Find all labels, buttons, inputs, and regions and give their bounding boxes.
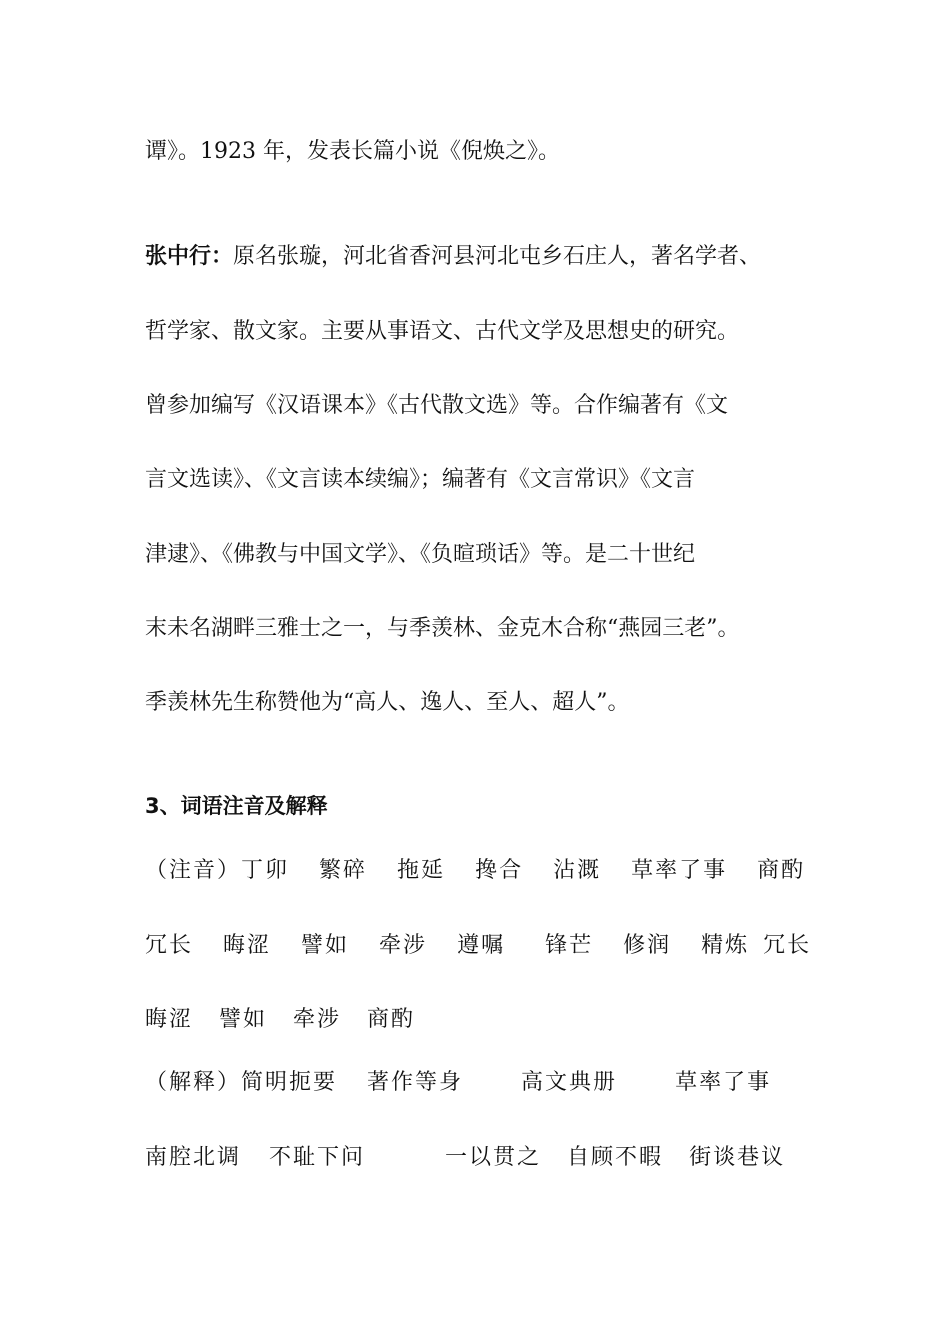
- text-line-3: 哲学家、散文家。主要从事语文、古代文学及思想史的研究。: [145, 319, 740, 344]
- word: 不耻下问: [269, 1145, 366, 1170]
- pinyin-row-3: [145, 1005, 415, 1035]
- word: 丁卯: [241, 858, 290, 883]
- pinyin-row-1: [145, 856, 805, 886]
- word: 精炼: [701, 933, 750, 958]
- word: 搀合: [475, 858, 524, 883]
- word: 商酌: [757, 858, 806, 883]
- word: 冗长: [145, 933, 194, 958]
- text-line-6: 津逮》、《佛教与中国文学》、《负暄琐话》等。是二十世纪: [145, 542, 696, 567]
- word: 高文典册: [521, 1070, 618, 1095]
- word: 遵嘱: [457, 933, 506, 958]
- word: 南腔北调: [145, 1145, 242, 1170]
- pinyin-label: （注音）: [145, 858, 242, 883]
- word: 草率了事: [631, 858, 728, 883]
- text-line-5: 言文选读》、《文言读本续编》；编著有《文言常识》《文言: [145, 467, 696, 492]
- author-name: 张中行：: [145, 244, 234, 269]
- word: 晦涩: [145, 1007, 194, 1032]
- word: 冗长: [763, 933, 812, 958]
- pinyin-row-2: [145, 931, 811, 961]
- word: 晦涩: [223, 933, 272, 958]
- author-bio: 原名张璇，河北省香河县河北屯乡石庄人，著名学者、: [233, 244, 762, 269]
- word: 锋芒: [545, 933, 594, 958]
- word: 牵涉: [379, 933, 428, 958]
- word: 譬如: [219, 1007, 268, 1032]
- text-line-1: 谭》。1923 年，发表长篇小说《倪焕之》。: [145, 139, 560, 164]
- word: 牵涉: [293, 1007, 342, 1032]
- text-line-8: 季羡林先生称赞他为“高人、逸人、至人、超人”。: [145, 690, 630, 715]
- word: 草率了事: [675, 1070, 772, 1095]
- section-heading: 3、词语注音及解释: [145, 794, 328, 818]
- explain-row-1: [145, 1068, 771, 1098]
- word: 著作等身: [367, 1070, 464, 1095]
- word: 沾溉: [553, 858, 602, 883]
- word: 自顾不暇: [567, 1145, 664, 1170]
- word: 繁碎: [319, 858, 368, 883]
- text-line-7: 末未名湖畔三雅士之一，与季羡林、金克木合称“燕园三老”。: [145, 616, 740, 641]
- explain-label: （解释）: [145, 1070, 242, 1095]
- word: 简明扼要: [241, 1070, 338, 1095]
- explain-row-2: [145, 1143, 785, 1173]
- word: 修润: [623, 933, 672, 958]
- word: 拖延: [397, 858, 446, 883]
- text-line-2: [145, 242, 761, 272]
- word: 譬如: [301, 933, 350, 958]
- text-line-4: 曾参加编写《汉语课本》《古代散文选》等。合作编著有《文: [145, 393, 729, 418]
- word: 商酌: [367, 1007, 416, 1032]
- word: 一以贯之: [445, 1145, 542, 1170]
- word: 街谈巷议: [689, 1145, 786, 1170]
